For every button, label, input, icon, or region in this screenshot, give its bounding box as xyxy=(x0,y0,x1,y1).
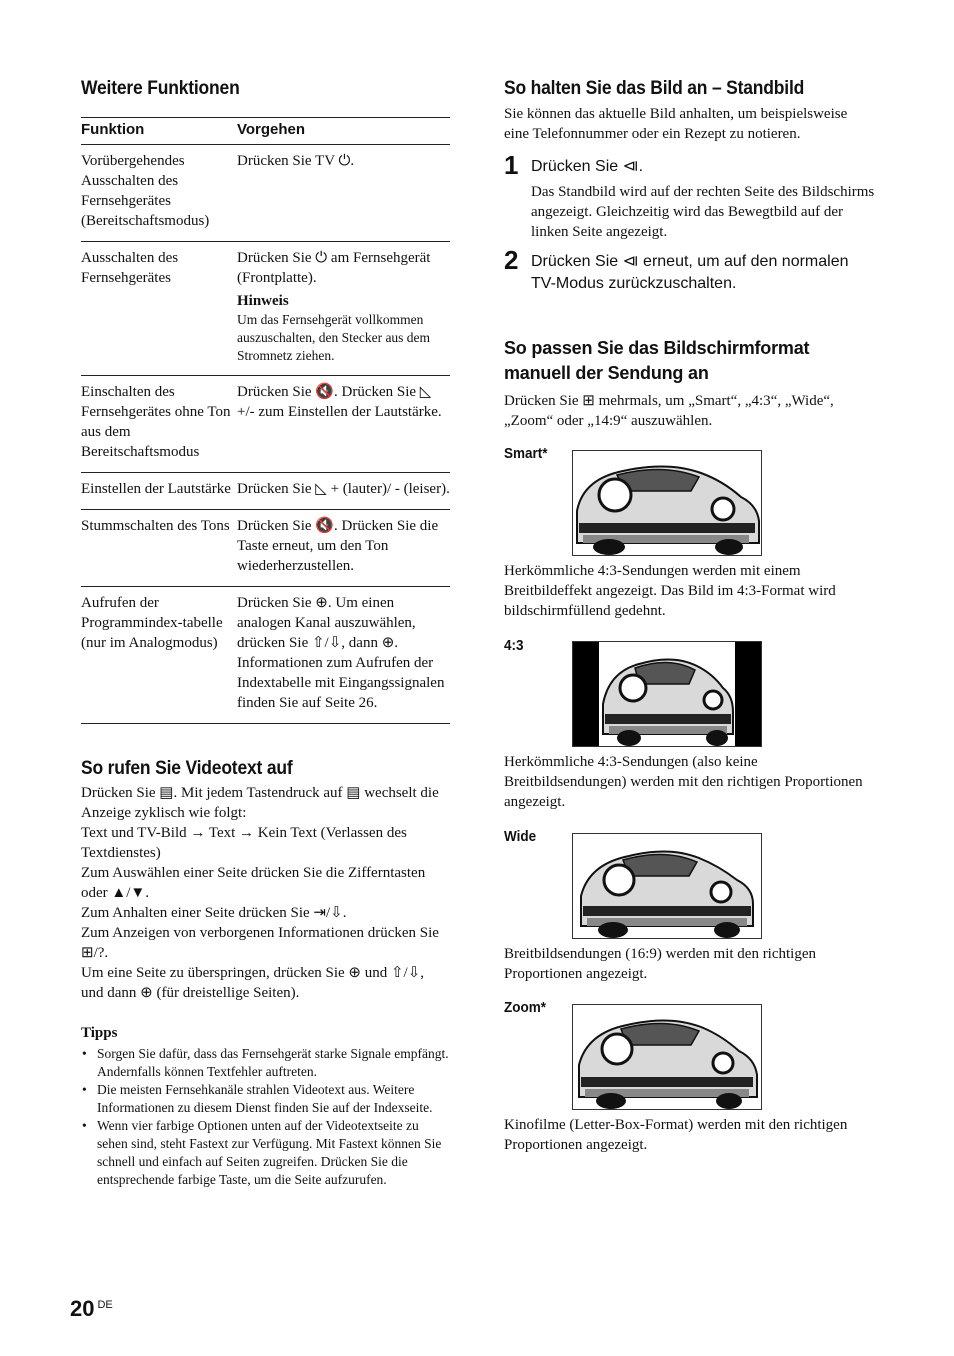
column-header-vorgehen: Vorgehen xyxy=(237,118,450,145)
page-number-value: 20 xyxy=(70,1296,95,1321)
hint-title: Hinweis xyxy=(237,293,289,309)
tips-list xyxy=(81,1045,450,1189)
table-cell-funktion: Aufrufen der Programmindex-tabelle (nur im Analogmodus) xyxy=(81,587,237,724)
table-cell-vorgehen xyxy=(237,242,450,376)
table-cell-vorgehen: Drücken Sie 🔇. Drücken Sie die Taste erneut, um den Ton wiederherzustellen. xyxy=(237,510,450,587)
table-cell-vorgehen: Drücken Sie ◺ + (lauter)/ - (leiser). xyxy=(237,473,450,510)
column-header-funktion: Funktion xyxy=(81,118,237,145)
table-cell-vorgehen: Drücken Sie 🔇. Drücken Sie ◺ +/- zum Einstellen der Lautstärke. xyxy=(237,376,450,473)
table-cell-vorgehen-text: Drücken Sie ⏻ am Fernsehgerät (Frontplatte). xyxy=(237,250,431,286)
mode-desc-wide: Breitbildsendungen (16:9) werden mit den richtigen Proportionen angezeigt. xyxy=(504,946,817,982)
list-item: • Die meisten Fernsehkanäle strahlen Videotext aus. Weitere Informationen zu diesem Dienst finden Sie auf der Indexseite. xyxy=(97,1081,450,1117)
car-image-4-3 xyxy=(572,641,762,747)
table-header-row xyxy=(81,118,450,145)
step-lead: Drücken Sie ⧏ erneut, um auf den normalen TV-Modus zurückzuschalten. xyxy=(531,253,849,292)
list-item: • Wenn vier farbige Optionen unten auf der Videotextseite zu sehen sind, steht Fastext zur Verfügung. Mit Fastext können Sie schnell und einfach auf Seiten zugreifen. Drücken Sie die entsprechende farbige Taste, um die Seite aufzurufen. xyxy=(97,1117,450,1189)
function-table xyxy=(81,117,450,724)
table-cell-funktion: Vorübergehendes Ausschalten des Fernsehgerätes (Bereitschaftsmodus) xyxy=(81,145,237,242)
mode-label-smart: Smart* xyxy=(504,445,548,462)
car-illustration xyxy=(573,451,761,555)
heading-format: So passen Sie das Bildschirmformat manuell der Sendung an xyxy=(504,338,810,383)
table-row xyxy=(81,587,450,724)
car-illustration xyxy=(573,834,761,938)
table-cell-funktion: Einstellen der Lautstärke xyxy=(81,473,237,510)
car-image-smart xyxy=(572,450,762,556)
mode-label-4-3: 4:3 xyxy=(504,637,524,654)
table-row xyxy=(81,242,450,376)
videotext-line: Um eine Seite zu überspringen, drücken Sie ⊕ und ⇧/⇩, und dann ⊕ (für dreistellige Seiten). xyxy=(81,965,425,1001)
videotext-section xyxy=(81,756,450,1189)
standbild-intro: Sie können das aktuelle Bild anhalten, um beispielsweise eine Telefonnummer oder ein Rezept zu notieren. xyxy=(504,106,848,142)
table-row xyxy=(81,473,450,510)
videotext-line: Drücken Sie ▤. Mit jedem Tastendruck auf ▤ wechselt die Anzeige zyklisch wie folgt: xyxy=(81,785,439,821)
format-section xyxy=(504,336,876,431)
videotext-line: Text und TV-Bild → Text → Kein Text (Verlassen des Textdienstes) xyxy=(81,825,407,861)
mode-desc-smart: Herkömmliche 4:3-Sendungen werden mit einem Breitbildeffekt angezeigt. Das Bild im 4:3-Format wird bildschirmfüllend gedehnt. xyxy=(504,563,836,619)
mode-label-wide: Wide xyxy=(504,828,537,845)
videotext-line: Zum Anhalten einer Seite drücken Sie ⇥/⇩. xyxy=(81,905,347,921)
car-illustration xyxy=(573,642,761,746)
heading-weitere-funktionen: Weitere Funktionen xyxy=(81,78,240,99)
language-code: DE xyxy=(97,1299,113,1311)
table-cell-funktion: Einschalten des Fernsehgerätes ohne Ton aus dem Bereitschaftsmodus xyxy=(81,376,237,473)
tips-title: Tipps xyxy=(81,1025,118,1041)
step-lead: Drücken Sie ⧏. xyxy=(531,158,644,175)
mode-desc-4-3: Herkömmliche 4:3-Sendungen (also keine Breitbildsendungen) werden mit den richtigen Proportionen angezeigt. xyxy=(504,754,863,810)
table-cell-vorgehen: Drücken Sie ⊕. Um einen analogen Kanal auszuwählen, drücken Sie ⇧/⇩, dann ⊕. Informationen zum Aufrufen der Indextabelle mit Eingangssignalen finden Sie auf Seite 26. xyxy=(237,587,450,724)
mode-label-zoom: Zoom* xyxy=(504,999,547,1016)
car-illustration xyxy=(573,1005,761,1109)
heading-standbild: So halten Sie das Bild an – Standbild xyxy=(504,78,805,99)
standbild-section xyxy=(504,76,876,295)
videotext-line: Zum Auswählen einer Seite drücken Sie die Zifferntasten oder ▲/▼. xyxy=(81,865,426,901)
videotext-body xyxy=(81,783,450,1003)
step-2 xyxy=(504,245,876,295)
table-cell-funktion: Stummschalten des Tons xyxy=(81,510,237,587)
table-row xyxy=(81,376,450,473)
step-1 xyxy=(504,150,876,242)
step-number: 2 xyxy=(504,245,519,275)
table-cell-vorgehen: Drücken Sie TV ⏻. xyxy=(237,145,450,242)
step-text: Das Standbild wird auf der rechten Seite des Bildschirms angezeigt. Gleichzeitig wird das Bewegtbild auf der linken Seite angezeigt. xyxy=(531,184,875,240)
page-number xyxy=(70,1296,113,1322)
table-row xyxy=(81,145,450,242)
videotext-line: Zum Anzeigen von verborgenen Informationen drücken Sie ⊞/?. xyxy=(81,925,439,961)
table-row xyxy=(81,510,450,587)
car-image-wide xyxy=(572,833,762,939)
step-number: 1 xyxy=(504,150,519,180)
mode-desc-zoom: Kinofilme (Letter-Box-Format) werden mit den richtigen Proportionen angezeigt. xyxy=(504,1117,848,1153)
hint-text: Um das Fernsehgerät vollkommen auszuschalten, den Stecker aus dem Stromnetz ziehen. xyxy=(237,312,431,363)
car-image-zoom xyxy=(572,1004,762,1110)
format-intro: Drücken Sie ⊞ mehrmals, um „Smart“, „4:3“, „Wide“, „Zoom“ oder „14:9“ auszuwählen. xyxy=(504,393,834,429)
heading-videotext: So rufen Sie Videotext auf xyxy=(81,758,293,779)
list-item: • Sorgen Sie dafür, dass das Fernsehgerät starke Signale empfängt. Andernfalls können Textfehler auftreten. xyxy=(97,1045,450,1081)
table-cell-funktion: Ausschalten des Fernsehgerätes xyxy=(81,242,237,376)
